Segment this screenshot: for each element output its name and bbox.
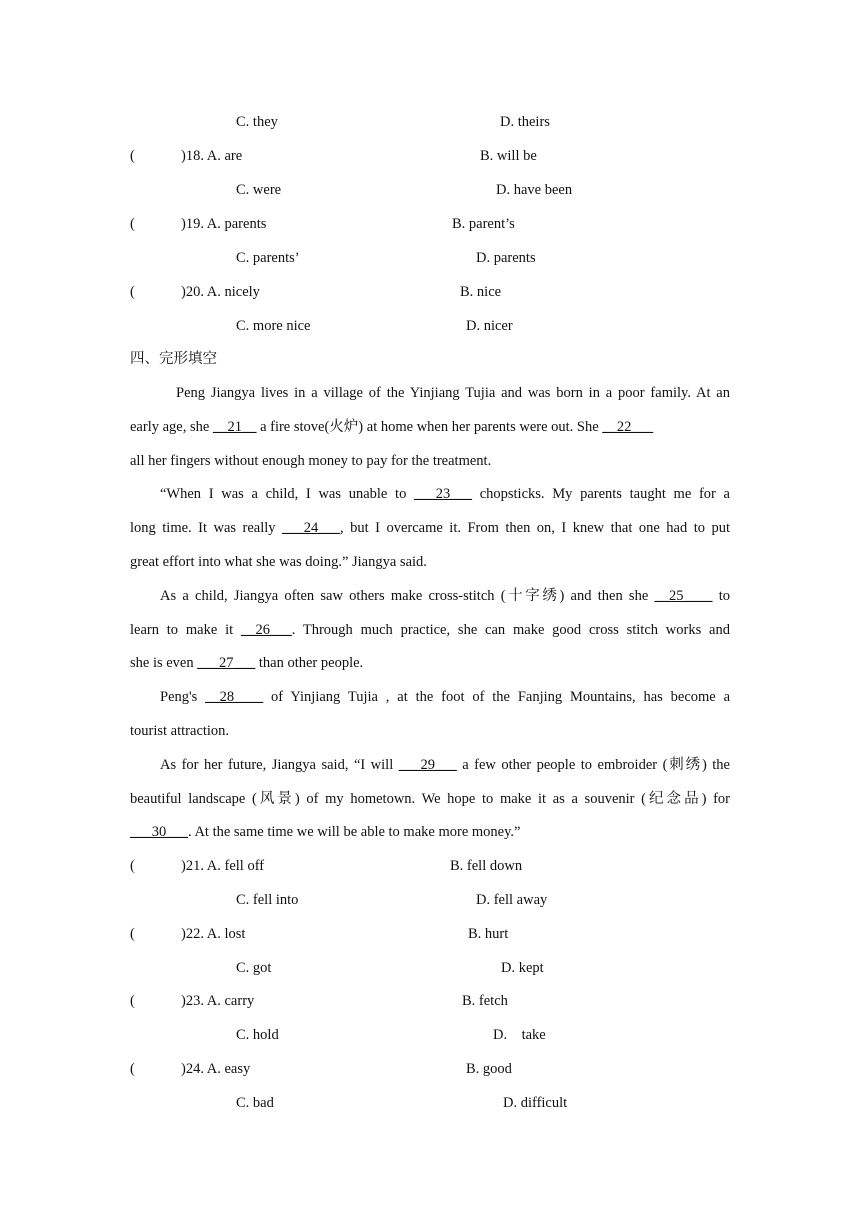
option-b-22: B. hurt — [468, 926, 509, 942]
passage-p1-line2: early age, she __21__ a fire stove(火炉) at home when her parents were out. She __22___ — [130, 419, 654, 435]
passage-p3-line3: she is even ___27___ than other people. — [130, 655, 364, 671]
blank-30[interactable]: ___30___ — [130, 824, 188, 840]
answer-paren-23[interactable]: ( — [130, 993, 135, 1009]
option-c-21: C. fell into — [236, 892, 299, 908]
option-c-17: C. they — [236, 114, 278, 130]
passage-p3-line1: As a child, Jiangya often saw others make cross-stitch (十字绣) and then she __25____ to — [160, 588, 730, 604]
option-b-18: B. will be — [480, 148, 537, 164]
answer-paren-21[interactable]: ( — [130, 858, 135, 874]
answer-paren-24[interactable]: ( — [130, 1061, 135, 1077]
passage-p2-line3: great effort into what she was doing.” Jiangya said. — [130, 554, 427, 570]
blank-29[interactable]: ___29___ — [398, 757, 457, 773]
option-d-22: D. kept — [501, 960, 544, 976]
option-d-17: D. theirs — [500, 114, 550, 130]
option-b-21: B. fell down — [450, 858, 523, 874]
blank-26[interactable]: __26___ — [240, 622, 292, 638]
passage-p4-line1: Peng's __28____ of Yinjiang Tujia , at the foot of the Fanjing Mountains, has become a — [160, 689, 730, 705]
blank-28[interactable]: __28____ — [205, 689, 264, 705]
passage-p4-line2: tourist attraction. — [130, 723, 230, 739]
option-d-18: D. have been — [496, 182, 573, 198]
question-21-option-a: )21. A. fell off — [181, 858, 265, 874]
passage-p1-line1: Peng Jiangya lives in a village of the Yinjiang Tujia and was born in a poor family. At an — [176, 385, 730, 401]
passage-p5-line3: ___30___. At the same time we will be able to make more money.” — [130, 824, 521, 840]
option-b-23: B. fetch — [462, 993, 508, 1009]
question-24-option-a: )24. A. easy — [181, 1061, 251, 1077]
blank-21[interactable]: __21__ — [212, 419, 257, 435]
option-b-20: B. nice — [460, 284, 502, 300]
passage-p3-line2: learn to make it __26___. Through much practice, she can make good cross stitch works and — [130, 622, 730, 638]
question-22-option-a: )22. A. lost — [181, 926, 246, 942]
passage-p2-line2: long time. It was really ___24___, but I overcame it. From then on, I knew that one had to put — [130, 520, 730, 536]
passage-p1-line3: all her fingers without enough money to pay for the treatment. — [130, 453, 492, 469]
answer-paren-18[interactable]: ( — [130, 148, 135, 164]
option-d-24: D. difficult — [503, 1095, 568, 1111]
blank-22[interactable]: __22___ — [602, 419, 654, 435]
option-c-19: C. parents’ — [236, 250, 300, 266]
option-c-22: C. got — [236, 960, 272, 976]
option-d-23: D. take — [493, 1027, 546, 1043]
blank-24[interactable]: ___24___ — [282, 520, 341, 536]
option-d-19: D. parents — [476, 250, 536, 266]
question-19-option-a: )19. A. parents — [181, 216, 267, 232]
passage-p5-line2: beautiful landscape (风景) of my hometown. We hope to make it as a souvenir (纪念品) for — [130, 791, 730, 807]
option-d-20: D. nicer — [466, 318, 513, 334]
option-c-18: C. were — [236, 182, 282, 198]
question-20-option-a: )20. A. nicely — [181, 284, 260, 300]
passage-p2-line1: “When I was a child, I was unable to ___23___ chopsticks. My parents taught me for a — [160, 486, 730, 502]
option-c-23: C. hold — [236, 1027, 279, 1043]
question-18-option-a: )18. A. are — [181, 148, 243, 164]
option-d-21: D. fell away — [476, 892, 548, 908]
answer-paren-19[interactable]: ( — [130, 216, 135, 232]
answer-paren-22[interactable]: ( — [130, 926, 135, 942]
passage-p5-line1: As for her future, Jiangya said, “I will ___29___ a few other people to embroider (刺绣) the — [160, 757, 730, 773]
blank-25[interactable]: __25____ — [654, 588, 713, 604]
option-b-19: B. parent’s — [452, 216, 515, 232]
blank-27[interactable]: ___27___ — [197, 655, 256, 671]
option-c-20: C. more nice — [236, 318, 311, 334]
blank-23[interactable]: ___23___ — [414, 486, 473, 502]
option-c-24: C. bad — [236, 1095, 274, 1111]
section-title: 四、完形填空 — [130, 351, 217, 367]
question-23-option-a: )23. A. carry — [181, 993, 255, 1009]
answer-paren-20[interactable]: ( — [130, 284, 135, 300]
option-b-24: B. good — [466, 1061, 512, 1077]
